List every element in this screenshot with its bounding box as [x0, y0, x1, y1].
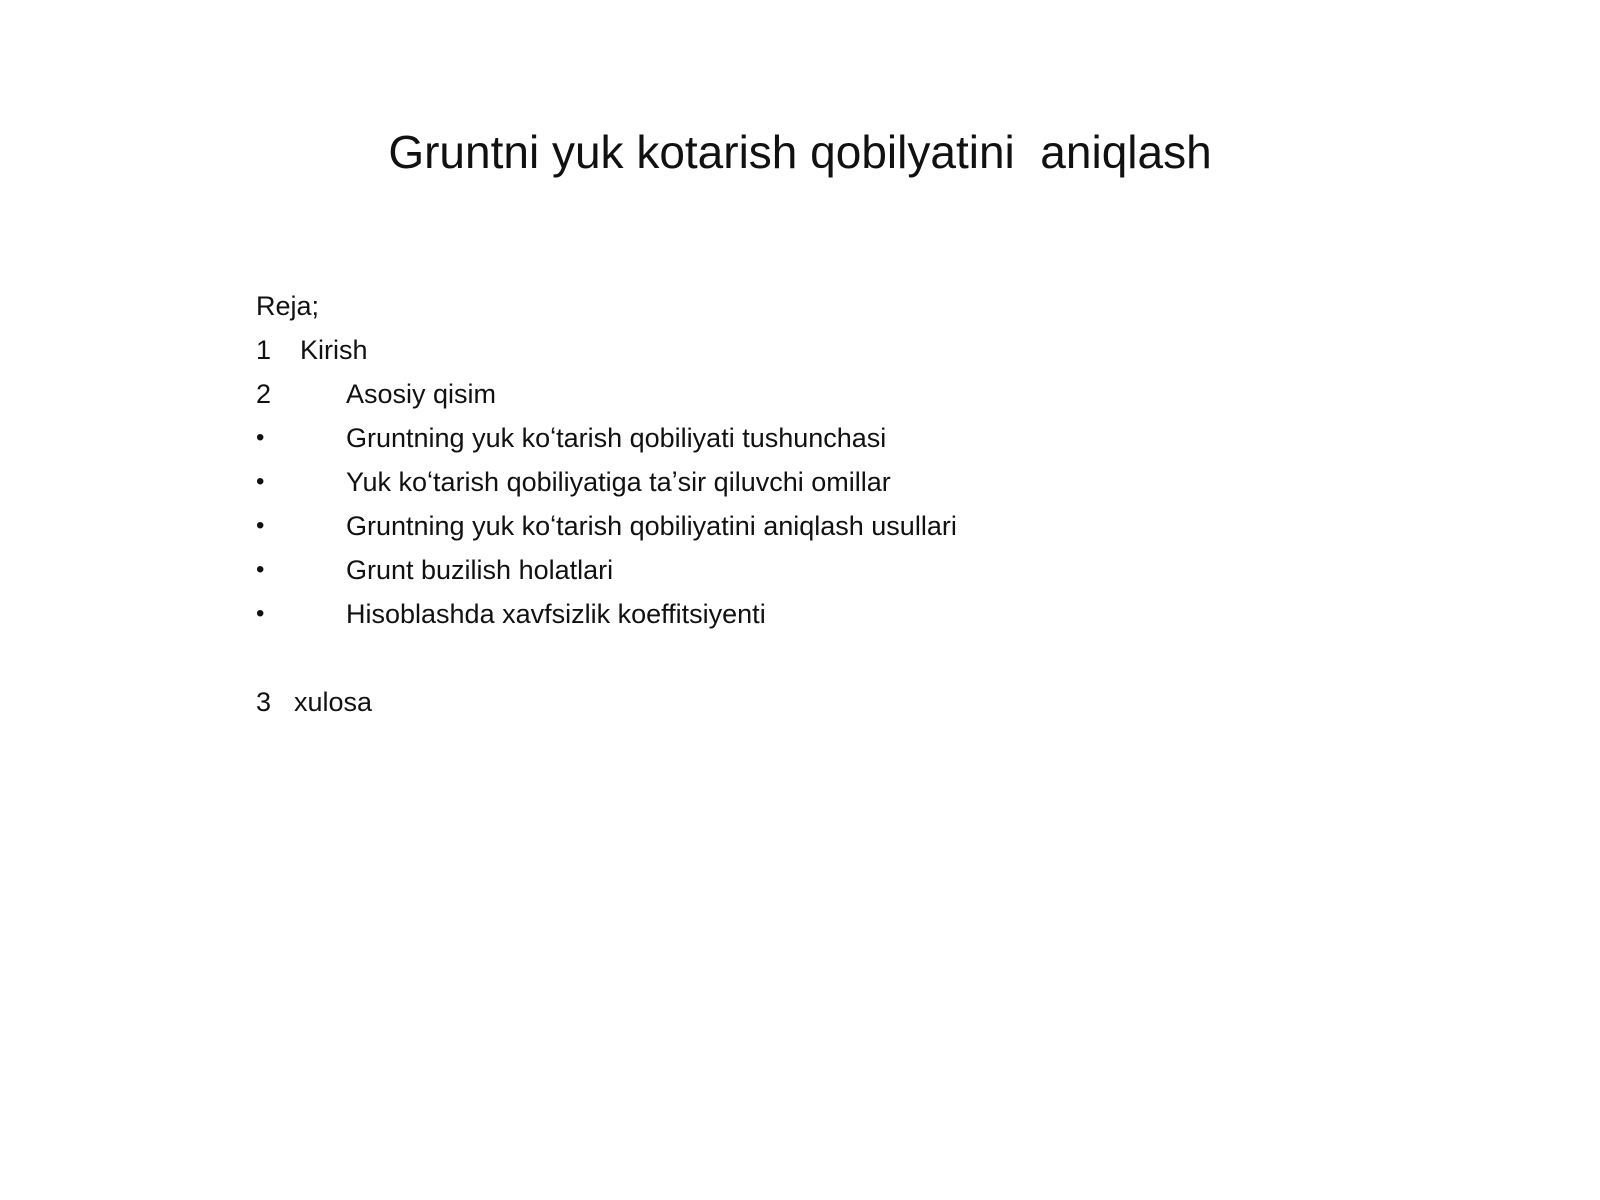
list-item [256, 548, 1356, 592]
plan-heading: Reja; [256, 291, 320, 321]
list-item [256, 416, 1356, 460]
item-label: Yuk koʻtarish qobiliyatiga taʼsir qiluvchi omillar [346, 467, 891, 497]
item-label: Hisoblashda xavfsizlik koeffitsiyenti [346, 599, 766, 629]
item-number: 1 [256, 335, 272, 365]
item-number: 2 [256, 379, 272, 409]
bullet-icon: • [256, 556, 265, 583]
bullet-icon: • [256, 600, 265, 627]
list-item [256, 680, 1356, 724]
item-label: Gruntning yuk koʻtarish qobiliyati tushunchasi [346, 423, 887, 453]
item-label: Kirish [300, 335, 368, 365]
list-item [256, 328, 1356, 372]
item-label: Gruntning yuk koʻtarish qobiliyatini aniqlash usullari [346, 511, 957, 541]
list-item [256, 592, 1356, 636]
bullet-icon: • [256, 424, 265, 451]
item-label: Asosiy qisim [346, 379, 497, 409]
item-number: 3 [256, 687, 272, 717]
slide-title: Gruntni yuk kotarish qobilyatini aniqlash [388, 126, 1212, 178]
item-label: Grunt buzilish holatlari [346, 555, 614, 585]
plan-list [256, 284, 1356, 724]
plan-heading-row [256, 284, 1356, 328]
spacer [256, 636, 1356, 680]
bullet-icon: • [256, 512, 265, 539]
list-item [256, 504, 1356, 548]
bullet-icon: • [256, 468, 265, 495]
list-item [256, 372, 1356, 416]
list-item [256, 460, 1356, 504]
item-label: xulosa [294, 687, 373, 717]
